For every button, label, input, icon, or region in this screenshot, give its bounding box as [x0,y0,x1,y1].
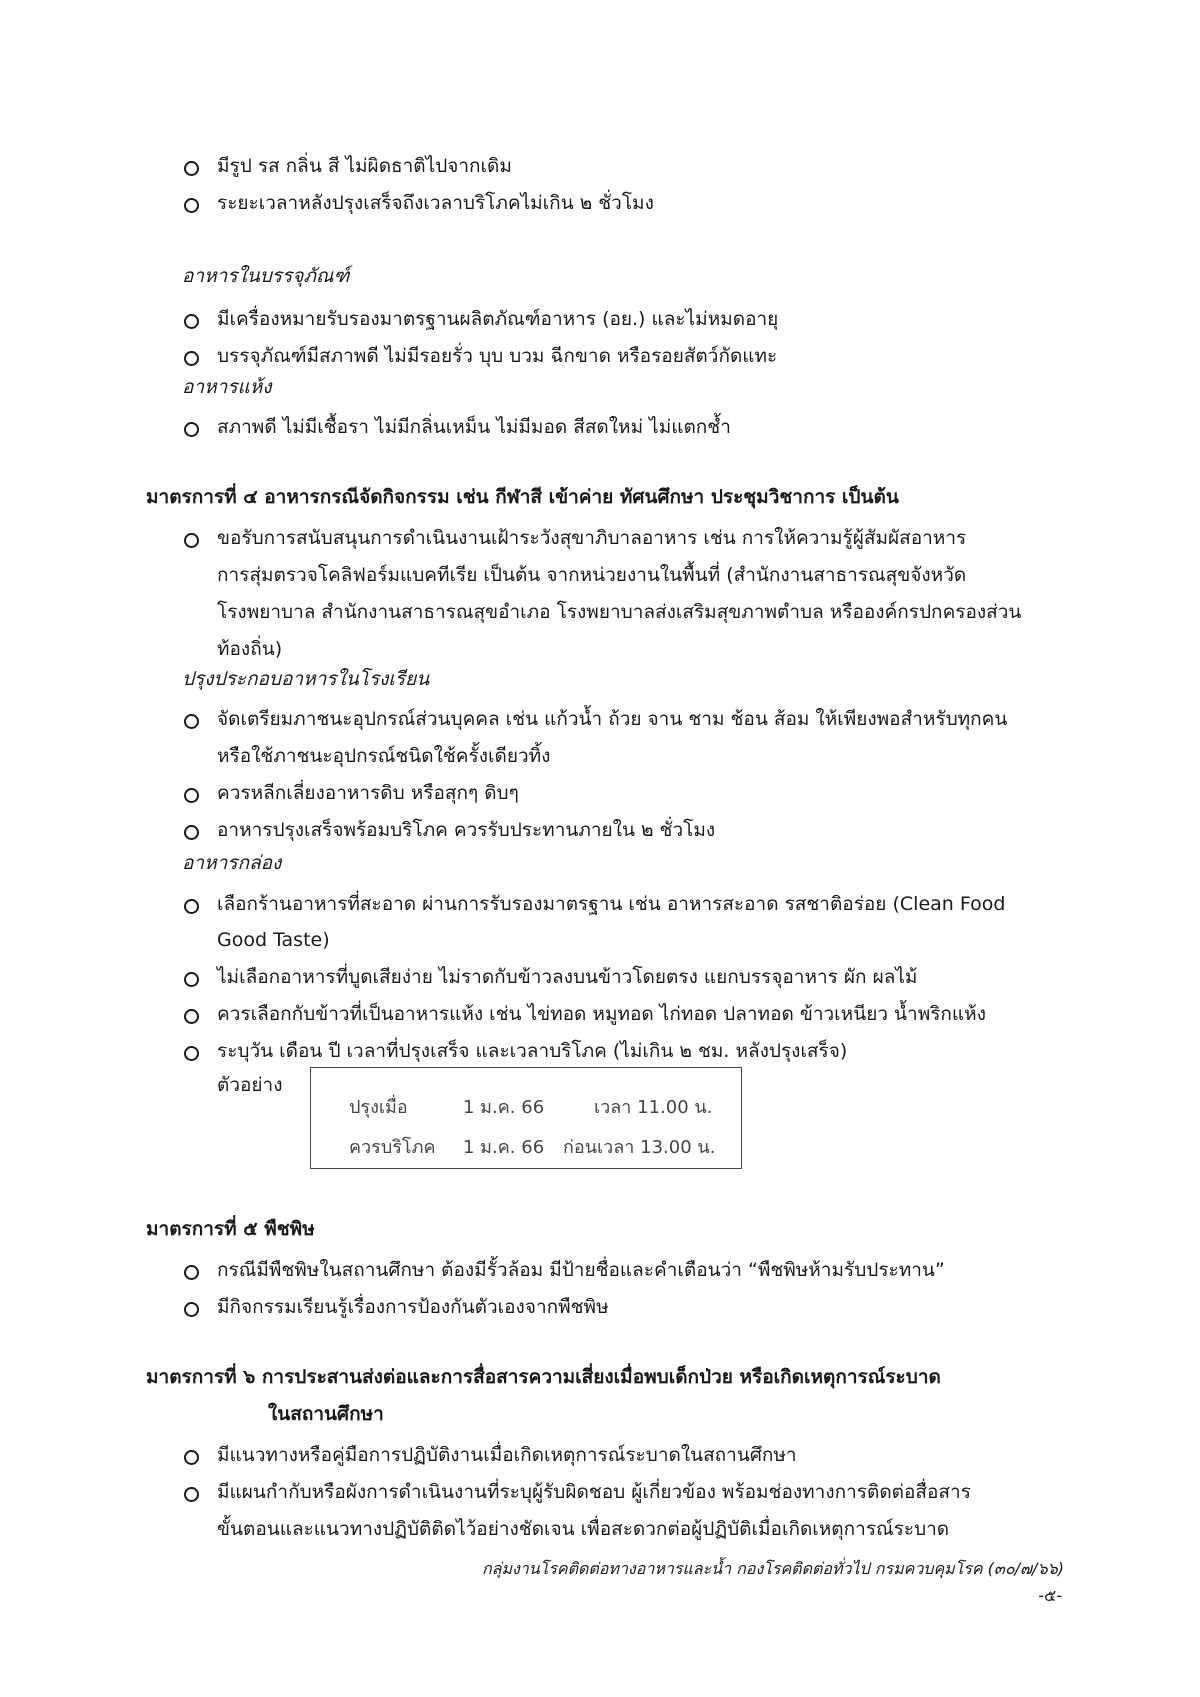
bullet-icon [184,1046,199,1061]
bullet-icon [184,899,199,914]
list-item: ขอรับการสนับสนุนการดำเนินงานเฝ้าระวังสุขาภิบาลอาหาร เช่น การให้ความรู้ผู้สัมผัสอาหาร [217,527,967,549]
measure-6-heading: มาตรการที่ ๖ การประสานส่งต่อและการสื่อสารความเสี่ยงเมื่อพบเด็กป่วย หรือเกิดเหตุการณ์ระบาด [146,1366,941,1388]
subheading-cooked-in-school: ปรุงประกอบอาหารในโรงเรียน [182,668,430,690]
list-item: มีแนวทางหรือคู่มือการปฏิบัติงานเมื่อเกิดเหตุการณ์ระบาดในสถานศึกษา [217,1444,797,1466]
bullet-icon [184,1487,199,1502]
example-box [310,1067,742,1169]
list-item: ระยะเวลาหลังปรุงเสร็จถึงเวลาบริโภคไม่เกิน ๒ ชั่วโมง [217,192,654,214]
list-item-continuation: การสุ่มตรวจโคลิฟอร์มแบคทีเรีย เป็นต้น จากหน่วยงานในพื้นที่ (สำนักงานสาธารณสุขจังหวัด [217,564,967,586]
list-item: สภาพดี ไม่มีเชื้อรา ไม่มีกลิ่นเหม็น ไม่มีมอด สีสดใหม่ ไม่แตกช้ำ [217,416,731,438]
bullet-icon [184,314,199,329]
list-item-continuation: ท้องถิ่น) [217,638,283,660]
bullet-icon [184,161,199,176]
list-item: มีแผนกำกับหรือผังการดำเนินงานที่ระบุผู้รับผิดชอบ ผู้เกี่ยวข้อง พร้อมช่องทางการติดต่อสื่อสาร [217,1481,971,1503]
list-item: บรรจุภัณฑ์มีสภาพดี ไม่มีรอยรั่ว บุบ บวม ฉีกขาด หรือรอยสัตว์กัดแทะ [217,345,778,367]
bullet-icon [184,1265,199,1280]
bullet-icon [184,1450,199,1465]
measure-4-heading: มาตรการที่ ๔ อาหารกรณีจัดกิจกรรม เช่น กีฬาสี เข้าค่าย ทัศนศึกษา ประชุมวิชาการ เป็นต้น [146,486,899,508]
list-item: จัดเตรียมภาชนะอุปกรณ์ส่วนบุคคล เช่น แก้วน้ำ ถ้วย จาน ชาม ช้อน ส้อม ให้เพียงพอสำหรับทุกคน [217,708,1008,730]
list-item: อาหารปรุงเสร็จพร้อมบริโภค ควรรับประทานภายใน ๒ ชั่วโมง [217,819,716,841]
measure-6-heading-continuation: ในสถานศึกษา [268,1403,384,1425]
bullet-icon [184,422,199,437]
list-item: ควรเลือกกับข้าวที่เป็นอาหารแห้ง เช่น ไข่ทอด หมูทอด ไก่ทอด ปลาทอด ข้าวเหนียว น้ำพริกแห้ง [217,1003,986,1025]
bullet-icon [184,714,199,729]
example-label: ตัวอย่าง [217,1074,283,1096]
example-row1-date: 1 ม.ค. 66 [463,1097,545,1118]
bullet-icon [184,972,199,987]
list-item: กรณีมีพืชพิษในสถานศึกษา ต้องมีรั้วล้อม มีป้ายชื่อและคำเตือนว่า “พืชพิษห้ามรับประทาน” [217,1259,945,1281]
list-item-continuation: โรงพยาบาล สำนักงานสาธารณสุขอำเภอ โรงพยาบาลส่งเสริมสุขภาพตำบล หรือองค์กรปกครองส่วน [217,601,1022,623]
bullet-icon [184,533,199,548]
list-item-continuation: ขั้นตอนและแนวทางปฏิบัติติดไว้อย่างชัดเจน เพื่อสะดวกต่อผู้ปฏิบัติเมื่อเกิดเหตุการณ์ระบาด [217,1518,950,1540]
footer-text: กลุ่มงานโรคติดต่อทางอาหารและน้ำ กองโรคติดต่อทั่วไป กรมควบคุมโรค (๓๐/๗/๖๖) [481,1559,1064,1578]
bullet-icon [184,788,199,803]
list-item: ไม่เลือกอาหารที่บูดเสียง่าย ไม่ราดกับข้าวลงบนข้าวโดยตรง แยกบรรจุอาหาร ผัก ผลไม้ [217,966,918,988]
measure-5-heading: มาตรการที่ ๕ พืชพิษ [146,1218,315,1240]
list-item: มีรูป รส กลิ่น สี ไม่ผิดธาติไปจากเดิม [217,155,512,177]
page-number: -๕- [1038,1586,1062,1605]
subheading-dry-food: อาหารแห้ง [182,376,272,398]
subheading-packaged-food: อาหารในบรรจุภัณฑ์ [182,265,350,287]
bullet-icon [184,1302,199,1317]
bullet-icon [184,351,199,366]
example-row2-label: ควรบริโภค [349,1137,436,1158]
example-row1-label: ปรุงเมื่อ [349,1097,408,1118]
list-item: ควรหลีกเลี่ยงอาหารดิบ หรือสุกๆ ดิบๆ [217,782,519,804]
list-item: มีกิจกรรมเรียนรู้เรื่องการป้องกันตัวเองจากพืชพิษ [217,1296,609,1318]
bullet-icon [184,825,199,840]
list-item-continuation: หรือใช้ภาชนะอุปกรณ์ชนิดใช้ครั้งเดียวทิ้ง [217,745,551,767]
list-item: ระบุวัน เดือน ปี เวลาที่ปรุงเสร็จ และเวลาบริโภค (ไม่เกิน ๒ ชม. หลังปรุงเสร็จ) [217,1040,848,1062]
subheading-box-meal: อาหารกล่อง [182,852,282,874]
bullet-icon [184,1009,199,1024]
list-item: เลือกร้านอาหารที่สะอาด ผ่านการรับรองมาตรฐาน เช่น อาหารสะอาด รสชาติอร่อย (Clean Food [217,893,1006,915]
bullet-icon [184,198,199,213]
list-item-continuation: Good Taste) [217,929,330,951]
list-item: มีเครื่องหมายรับรองมาตรฐานผลิตภัณฑ์อาหาร (อย.) และไม่หมดอายุ [217,308,779,330]
example-row2-date: 1 ม.ค. 66 [463,1137,545,1158]
example-row2-time: ก่อนเวลา 13.00 น. [563,1137,716,1158]
example-row1-time: เวลา 11.00 น. [594,1097,713,1118]
